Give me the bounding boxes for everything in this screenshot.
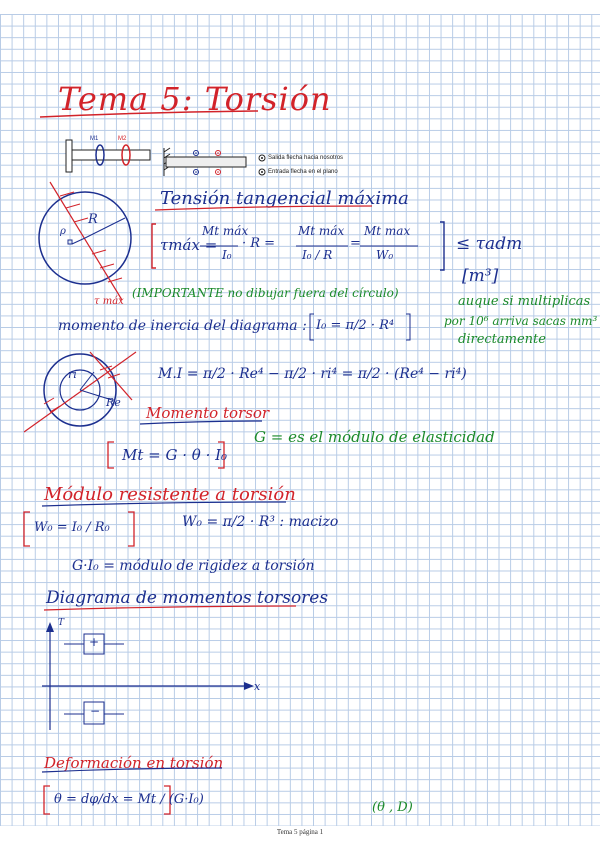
frac2-den: I₀ / R [302,248,333,262]
plus-sign: + [89,635,100,649]
heading-diagram: Diagrama de momentos torsores [46,588,329,608]
circle-r-label: R [88,212,98,227]
eq-sign: = [350,236,361,251]
heading-deformation: Deformación en torsión [44,754,224,772]
green-note-1: auque si multiplicas [458,294,591,309]
mult-r: · R = [242,236,276,251]
modulus-solid-formula: W₀ = π/2 · R³ : macizo [182,514,339,530]
inertia-formula: I₀ = π/2 · R⁴ [316,318,395,333]
heading-modulus: Módulo resistente a torsión [44,484,296,505]
legend-out: Salida flecha hacia nosotros [268,155,344,161]
ring-ri-label: ri [68,368,77,381]
page-title: Tema 5: Torsión [58,80,332,118]
frac1-den: I₀ [222,248,232,262]
green-note-2: por 10⁶ arriva sacas mm³ [444,314,598,328]
circle-rho-label: ρ [60,226,66,237]
circle-tau-label: τ máx [94,296,124,307]
frac3-num: Mt max [364,224,411,238]
torque-note: G = es el módulo de elasticidad [254,428,495,446]
minus-sign: − [90,704,101,718]
heading-max-stress: Tensión tangencial máxima [160,188,409,209]
page-footer: Tema 5 página 1 [276,828,324,836]
units-m3: [m³] [462,266,499,286]
inertia-label: momento de inercia del diagrama : [58,318,307,334]
heading-torque: Momento torsor [146,404,270,422]
frac2-num: Mt máx [298,224,345,238]
green-note-3: directamente [458,332,546,347]
axis-x-label: x [254,680,261,693]
deformation-formula: θ = dφ/dx = Mt / (G·I₀) [54,792,204,807]
legend-in: Entrada flecha en el plano [268,169,338,175]
frac3-den: W₀ [376,248,394,262]
axis-t-label: T [58,618,65,628]
m2-label: M2 [118,136,127,142]
modulus-formula: W₀ = I₀ / R₀ [34,520,110,535]
m1-label: M1 [90,136,99,142]
formula-tau-lhs: τmáx = [160,236,218,254]
ring-re-label: Re [106,396,121,409]
frac1-num: Mt máx [202,224,249,238]
leq-tau-adm: ≤ τadm [456,234,523,254]
torque-formula: Mt = G · θ · I₀ [122,446,228,464]
warning-note: (IMPORTANTE no dibujar fuera del círculo) [132,286,399,300]
rigidity-note: G·I₀ = módulo de rigidez a torsión [72,558,315,574]
mi-formula: M.I = π/2 · Re⁴ − π/2 · ri⁴ = π/2 · (Re⁴ − ri⁴) [158,366,467,382]
deformation-partial: (θ , D) [372,800,413,815]
